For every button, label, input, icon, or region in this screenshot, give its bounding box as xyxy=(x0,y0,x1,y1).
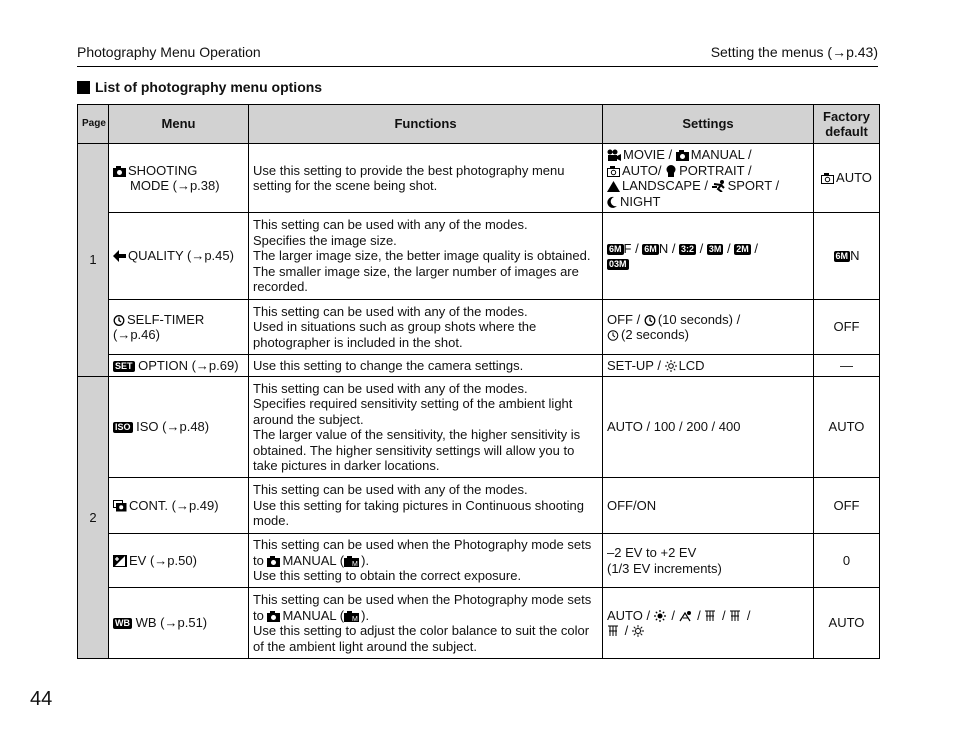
default-cell: — xyxy=(814,355,880,377)
header-menu: Menu xyxy=(109,105,249,144)
fluorescent-icon xyxy=(704,610,716,622)
section-title xyxy=(77,79,322,95)
function-cell: This setting can be used when the Photography mode sets to MANUAL ( M ). Use this setting to adjust the color balance to suit the color of the ambient light around the subject. xyxy=(249,588,603,659)
page-cell: 2 xyxy=(78,377,109,659)
option-icon: SET xyxy=(115,360,133,371)
image-size-badge: 6M xyxy=(835,251,849,262)
camera-icon xyxy=(267,610,280,622)
quality-icon xyxy=(113,250,126,262)
header-functions: Functions xyxy=(249,105,603,144)
function-cell: This setting can be used with any of the modes. Specifies required sensitivity setting of the ambient light around the subject. The larger value of the sensitivity, the higher sensitivity is obtained. The higher sensitivity settings will allow you to take pictures in darker locations. xyxy=(249,377,603,478)
menu-cell: CONT. (→p.49) xyxy=(109,478,249,534)
image-size-badge: 03M xyxy=(609,259,627,269)
camera-icon xyxy=(267,555,280,567)
svg-text:M: M xyxy=(352,560,358,567)
continuous-icon xyxy=(113,500,127,512)
settings-cell: OFF/ON xyxy=(603,478,814,534)
default-cell: AUTO xyxy=(814,144,880,213)
default-cell: 6M N xyxy=(814,213,880,300)
default-cell: OFF xyxy=(814,300,880,355)
sun-icon xyxy=(665,360,677,372)
svg-text:M: M xyxy=(352,615,358,622)
default-cell: 0 xyxy=(814,534,880,588)
settings-cell: MOVIE / MANUAL / AUTO/ PORTRAIT / LANDSCAPE / SPORT / NIGHT xyxy=(603,144,814,213)
bullet-square-icon xyxy=(77,81,90,94)
sport-icon xyxy=(712,180,726,192)
image-size-badge: 2M xyxy=(736,243,749,254)
menu-cell: ISO ISO (→p.48) xyxy=(109,377,249,478)
portrait-icon xyxy=(665,165,677,177)
fluorescent-icon xyxy=(729,610,741,622)
image-size-badge: 6M xyxy=(609,243,622,254)
ev-icon xyxy=(113,555,127,567)
menu-cell: WB WB (→p.51) xyxy=(109,588,249,659)
fluorescent-icon xyxy=(607,625,619,637)
page-cell: 1 xyxy=(78,144,109,377)
function-cell: This setting can be used with any of the modes. Used in situations such as group shots where the photographer is included in the shot. xyxy=(249,300,603,355)
default-cell: AUTO xyxy=(814,588,880,659)
settings-cell: –2 EV to +2 EV (1/3 EV increments) xyxy=(603,534,814,588)
menu-cell: SET OPTION (→p.69) xyxy=(109,355,249,377)
self-timer-icon xyxy=(113,314,125,326)
camera-manual-icon xyxy=(344,610,359,622)
image-size-badge: 6M xyxy=(644,243,657,254)
settings-cell: OFF / (10 seconds) / (2 seconds) xyxy=(603,300,814,355)
table-row xyxy=(78,478,880,534)
image-size-badge: 3:2 xyxy=(681,243,695,254)
function-cell: This setting can be used with any of the modes. Use this setting for taking pictures in Continuous shooting mode. xyxy=(249,478,603,534)
menu-cell: QUALITY (→p.45) xyxy=(109,213,249,300)
wb-icon: WB xyxy=(115,618,130,629)
incandescent-icon xyxy=(632,625,644,637)
camera-manual-icon xyxy=(344,555,359,567)
table-row xyxy=(78,355,880,377)
photography-menu-table xyxy=(77,104,880,659)
header-settings: Settings xyxy=(603,105,814,144)
function-cell: Use this setting to change the camera settings. xyxy=(249,355,603,377)
self-timer-2s-icon xyxy=(607,329,619,341)
table-row xyxy=(78,588,880,659)
settings-cell: AUTO / / / / / / xyxy=(603,588,814,659)
section-title-text: List of photography menu options xyxy=(95,79,323,95)
function-cell: This setting can be used when the Photography mode sets to MANUAL ( M ). Use this setting to obtain the correct exposure. xyxy=(249,534,603,588)
running-header-left: Photography Menu Operation xyxy=(77,44,261,60)
function-cell: Use this setting to provide the best photography menu setting for the scene being shot. xyxy=(249,144,603,213)
header-rule xyxy=(77,66,878,67)
sun-icon xyxy=(654,610,666,622)
function-cell: This setting can be used with any of the modes. Specifies the image size. The larger image size, the better image quality is obtained. The smaller image size, the larger number of images are recorded. xyxy=(249,213,603,300)
camera-auto-icon xyxy=(821,172,834,184)
iso-icon: ISO xyxy=(115,422,131,433)
camera-manual-icon xyxy=(676,149,689,161)
self-timer-icon xyxy=(644,314,656,326)
settings-cell: 6M F / 6M N / 3:2 / 3M / 2M / 03M xyxy=(603,213,814,300)
table-row xyxy=(78,534,880,588)
menu-cell: SELF-TIMER (→p.46) xyxy=(109,300,249,355)
header-page: Page xyxy=(78,105,109,144)
table-row xyxy=(78,377,880,478)
landscape-icon xyxy=(607,180,620,192)
default-cell: AUTO xyxy=(814,377,880,478)
menu-cell: EV (→p.50) xyxy=(109,534,249,588)
shade-icon xyxy=(679,610,692,622)
settings-cell: AUTO / 100 / 200 / 400 xyxy=(603,377,814,478)
running-header-right: Setting the menus (→p.43) xyxy=(710,44,878,60)
page-number: 44 xyxy=(30,688,53,710)
image-size-badge: 3M xyxy=(708,243,722,254)
table-row xyxy=(78,213,880,300)
camera-auto-icon xyxy=(607,165,620,177)
table-row xyxy=(78,300,880,355)
settings-cell: SET-UP / LCD xyxy=(603,355,814,377)
movie-icon xyxy=(607,149,621,161)
camera-icon xyxy=(113,165,126,177)
night-icon xyxy=(607,196,618,208)
table-row xyxy=(78,144,880,213)
header-factory-default: Factory default xyxy=(814,105,880,144)
menu-cell: SHOOTING MODE (→p.38) xyxy=(109,144,249,213)
table-header-row xyxy=(78,105,880,144)
default-cell: OFF xyxy=(814,478,880,534)
